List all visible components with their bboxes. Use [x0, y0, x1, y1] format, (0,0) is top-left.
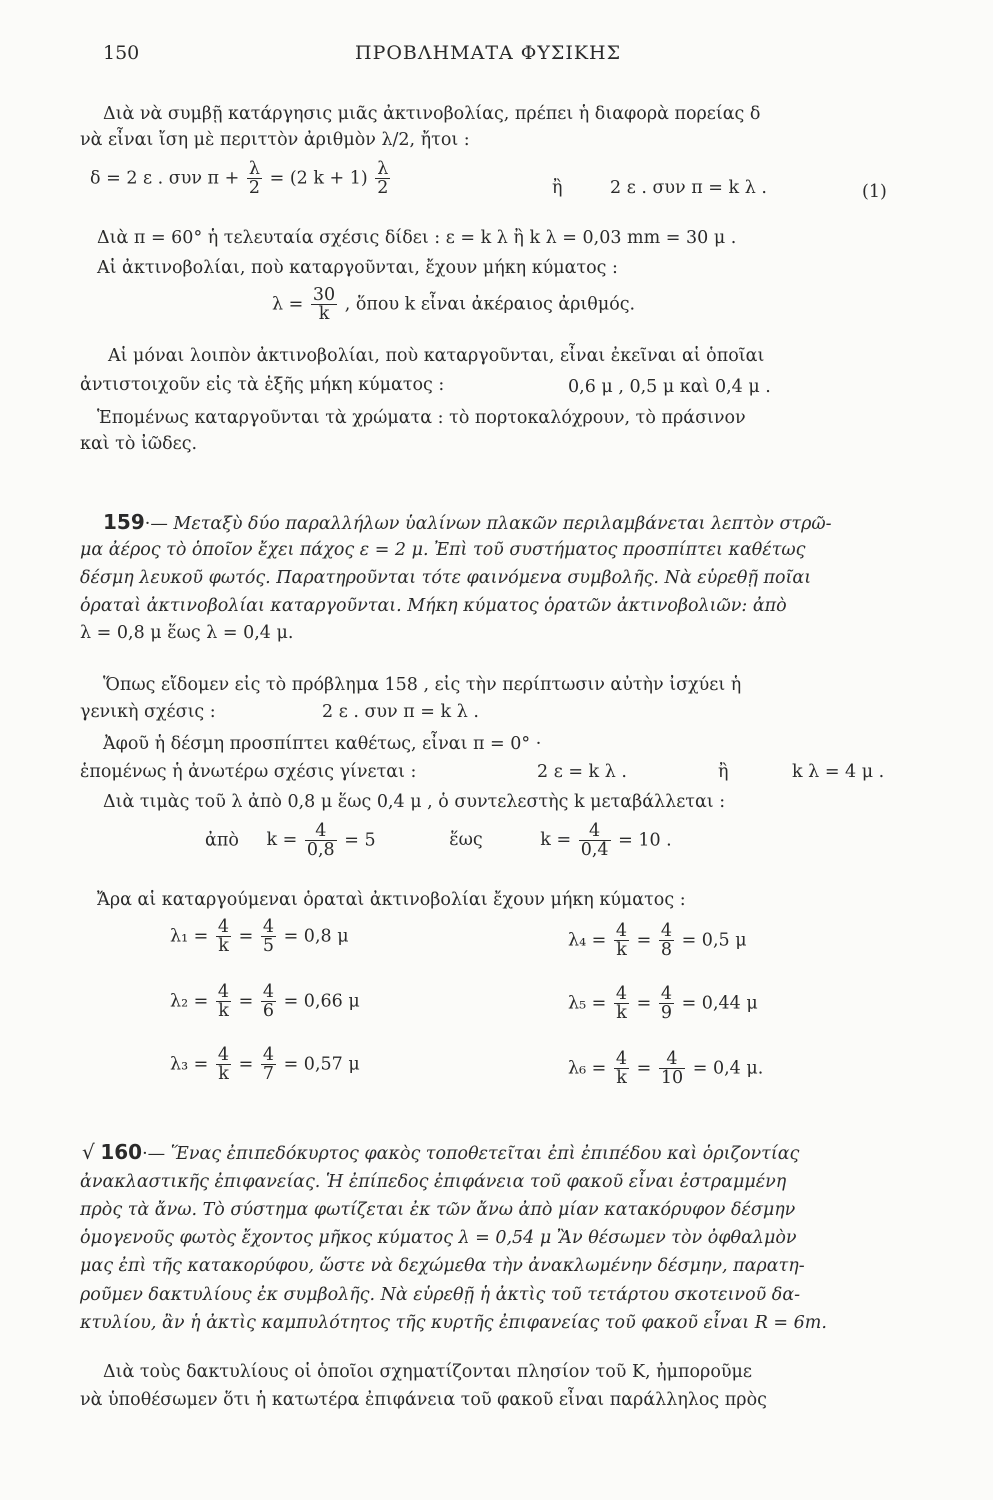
- result-fraction-2: [261, 1046, 276, 1084]
- result-3: λ₃ = $\frac{4}{k}$ = $\frac{4}{7}$ = 0,57 μ: [170, 1045, 360, 1085]
- problem-159-text-1: Μεταξὺ δύο παραλλήλων ὑαλίνων πλακῶν περιλαμβάνεται λεπτὸν στρῶ-: [173, 514, 832, 534]
- result-lhs: λ₆ =: [568, 1058, 607, 1079]
- result-den: k: [218, 1064, 229, 1085]
- page-title: ΠΡΟΒΛΗΜΑΤΑ ΦΥΣΙΚΗΣ: [355, 42, 622, 64]
- eq1-den: 2: [248, 178, 261, 199]
- range-fraction-1: [305, 822, 337, 860]
- range-den-2: 0,4: [580, 840, 609, 861]
- problem-160-line-5: μας ἐπὶ τῆς κατακορύφου, ὥστε νὰ δεχώμεθα τὴν ἀνακλωμένην δέσμην, παρατη-: [80, 1256, 805, 1276]
- result-num-2: 4: [660, 921, 672, 941]
- result-num-2: 4: [660, 984, 672, 1004]
- result-den-2: 8: [660, 940, 672, 961]
- problem-160-line-4: ὁμογενοῦς φωτὸς ἔχοντος μῆκος κύματος λ = 0,54 μ Ἂν θέσωμεν τὸν ὀφθαλμὸν: [80, 1228, 797, 1248]
- result-4: λ₄ = $\frac{4}{k}$ = $\frac{4}{8}$ = 0,5 μ: [568, 921, 747, 961]
- result-fraction: [614, 985, 629, 1023]
- eq2-rest: , ὅπου k εἶναι ἀκέραιος ἀριθμός.: [344, 294, 636, 315]
- intro-line-2: νὰ εἶναι ἴση μὲ περιττὸν ἀριθμὸν λ/2, ἤτοι :: [80, 130, 470, 150]
- result-value: = 0,44 μ: [681, 993, 758, 1014]
- eq1-num-2: λ: [375, 160, 390, 179]
- result-den: k: [218, 1001, 229, 1022]
- result-num-2: 4: [262, 982, 274, 1002]
- result-den-2: 6: [262, 1001, 274, 1022]
- eq2-lhs: λ =: [272, 294, 304, 315]
- solution-line-4a: ἑπομένως ἡ ἀνωτέρω σχέσις γίνεται :: [80, 762, 417, 782]
- result-den-2: 7: [262, 1064, 274, 1085]
- range-num-1: 4: [305, 822, 337, 841]
- eq1-fraction: [247, 160, 262, 198]
- result-value: = 0,8 μ: [283, 926, 349, 947]
- result-den-2: 5: [262, 936, 274, 957]
- problem-number: 159: [103, 510, 145, 534]
- result-fraction: [614, 922, 629, 960]
- problem-160-line-3: πρὸς τὰ ἄνω. Τὸ σύστημα φωτίζεται ἐκ τῶν ἄνω ἀπὸ μίαν κατακόρυφον δέσμην: [80, 1200, 796, 1220]
- closing-line-2: νὰ ὑποθέσωμεν ὅτι ἡ κατωτέρα ἐπιφάνεια τοῦ φακοῦ εἶναι παράλληλος πρὸς: [80, 1390, 767, 1410]
- range-from: ἀπὸ: [205, 830, 239, 851]
- problem-160-line-6: ροῦμεν δακτυλίους ἐκ συμβολῆς. Νὰ εὑρεθῇ ἡ ἀκτὶς τοῦ τετάρτου σκοτεινοῦ δα-: [80, 1285, 801, 1305]
- range-k1: k =: [266, 830, 298, 851]
- range-den-1: 0,8: [306, 840, 335, 861]
- result-num: 4: [615, 1049, 628, 1069]
- equation-1: [90, 160, 392, 198]
- result-num: 4: [615, 921, 628, 941]
- check-mark-icon: √: [82, 1140, 95, 1164]
- intro-line-6a: ἀντιστοιχοῦν εἰς τὰ ἑξῆς μήκη κύματος :: [80, 375, 445, 395]
- range-to: ἕως: [449, 830, 483, 851]
- eq2-den: k: [318, 304, 330, 325]
- result-den: k: [616, 940, 627, 961]
- result-fraction-2: [659, 1050, 685, 1088]
- intro-line-6b: 0,6 μ , 0,5 μ καὶ 0,4 μ .: [568, 377, 771, 397]
- result-den: k: [218, 936, 229, 957]
- problem-159-line-4: ὁραταὶ ἀκτινοβολίαι καταργοῦνται. Μήκη κύματος ὁρατῶν ἀκτινοβολιῶν: ἀπὸ: [80, 596, 787, 616]
- intro-line-8: καὶ τὸ ἰῶδες.: [80, 434, 198, 454]
- solution-line-6: Ἄρα αἱ καταργούμεναι ὁραταὶ ἀκτινοβολίαι ἔχουν μήκη κύματος :: [97, 890, 686, 910]
- intro-line-5: Αἱ μόναι λοιπὸν ἀκτινοβολίαι, ποὺ καταργοῦνται, εἶναι ἐκεῖναι αἱ ὁποῖαι: [108, 346, 765, 366]
- problem-159-line-5: λ = 0,8 μ ἕως λ = 0,4 μ.: [80, 623, 294, 643]
- result-num: 4: [217, 982, 230, 1002]
- result-lhs: λ₄ =: [568, 930, 607, 951]
- closing-line-1: Διὰ τοὺς δακτυλίους οἱ ὁποῖοι σχηματίζονται πλησίον τοῦ Κ, ἠμποροῦμε: [103, 1362, 752, 1382]
- solution-line-1: Ὅπως εἴδομεν εἰς τὸ πρόβλημα 158 , εἰς τὴν περίπτωσιν αὐτὴν ἰσχύει ἡ: [103, 675, 742, 695]
- solution-line-2a: γενικὴ σχέσις :: [80, 702, 216, 722]
- eq1-or: ἢ: [552, 178, 563, 198]
- result-num-2: 4: [659, 1050, 685, 1069]
- page-number: 150: [103, 42, 140, 64]
- result-value: = 0,5 μ: [681, 930, 747, 951]
- result-den-2: 9: [660, 1003, 672, 1024]
- intro-line-4: Αἱ ἀκτινοβολίαι, ποὺ καταργοῦνται, ἔχουν μήκη κύματος :: [97, 258, 618, 278]
- problem-dash: ·—: [144, 514, 168, 534]
- result-lhs: λ₁ =: [170, 926, 209, 947]
- result-fraction-2: [261, 983, 276, 1021]
- result-1: λ₁ = $\frac{4}{k}$ = $\frac{4}{5}$ = 0,8 μ: [170, 917, 349, 957]
- solution-line-4c: ἢ: [718, 762, 729, 782]
- solution-line-4b: 2 ε = k λ .: [537, 762, 627, 782]
- eq2-fraction: [311, 286, 337, 324]
- result-value: = 0,57 μ: [283, 1054, 360, 1075]
- result-lhs: λ₂ =: [170, 991, 209, 1012]
- result-num-2: 4: [262, 1045, 274, 1065]
- result-value: = 0,66 μ: [283, 991, 360, 1012]
- intro-line-7: Ἑπομένως καταργοῦνται τὰ χρώματα : τὸ πορτοκαλόχρουν, τὸ πράσινον: [97, 408, 746, 428]
- eq2-num: 30: [312, 285, 336, 305]
- result-fraction-2: [659, 922, 674, 960]
- result-fraction-2: [261, 918, 276, 956]
- range-num-2: 4: [579, 822, 611, 841]
- range-fraction-2: [579, 822, 611, 860]
- result-den: k: [616, 1068, 627, 1089]
- result-value: = 0,4 μ.: [692, 1058, 764, 1079]
- range-eq-2: = 10 .: [618, 830, 672, 851]
- result-den-2: 10: [660, 1068, 684, 1089]
- range-eq-1: = 5: [344, 830, 376, 851]
- problem-160-line-7: κτυλίου, ἂν ἡ ἀκτὶς καμπυλότητος τῆς κυρτῆς ἐπιφανείας τοῦ φακοῦ εἶναι R = 6m.: [80, 1313, 827, 1333]
- range-k2: k =: [540, 830, 572, 851]
- eq1-num: λ: [247, 160, 262, 179]
- problem-160-text-1: Ἕνας ἐπιπεδόκυρτος φακὸς τοποθετεῖται ἐπὶ ἐπιπέδου καὶ ὁριζοντίας: [170, 1144, 800, 1164]
- eq1-label: (1): [862, 182, 887, 202]
- k-range: [205, 822, 672, 860]
- result-num-2: 4: [262, 917, 274, 937]
- eq1-fraction-2: [375, 160, 390, 198]
- problem-number: 160: [100, 1140, 143, 1164]
- solution-line-4d: k λ = 4 μ .: [792, 762, 885, 782]
- result-5: λ₅ = $\frac{4}{k}$ = $\frac{4}{9}$ = 0,44 μ: [568, 984, 758, 1024]
- result-lhs: λ₃ =: [170, 1054, 209, 1075]
- eq1-lhs: δ = 2 ε . συν π +: [90, 168, 240, 189]
- problem-159-line-2: μα ἀέρος τὸ ὁποῖον ἔχει πάχος ε = 2 μ. Ἐπὶ τοῦ συστήματος προσπίπτει καθέτως: [80, 540, 806, 560]
- solution-line-3: Ἀφοῦ ἡ δέσμη προσπίπτει καθέτως, εἶναι π = 0° ·: [103, 734, 542, 754]
- result-fraction: [614, 1050, 629, 1088]
- result-num: 4: [217, 1045, 230, 1065]
- result-den: k: [616, 1003, 627, 1024]
- eq1-right: 2 ε . συν π = k λ .: [610, 178, 767, 198]
- problem-160-line-1: [82, 1140, 799, 1164]
- problem-dash: ·—: [142, 1144, 166, 1164]
- problem-160-line-2: ἀνακλαστικῆς ἐπιφανείας. Ἡ ἐπίπεδος ἐπιφάνεια τοῦ φακοῦ εἶναι ἐστραμμένη: [80, 1172, 787, 1192]
- problem-159-line-3: δέσμη λευκοῦ φωτός. Παρατηροῦνται τότε φαινόμενα συμβολῆς. Νὰ εὑρεθῇ ποῖαι: [80, 568, 812, 588]
- result-num: 4: [217, 917, 230, 937]
- result-2: λ₂ = $\frac{4}{k}$ = $\frac{4}{6}$ = 0,66 μ: [170, 982, 360, 1022]
- result-6: λ₆ = $\frac{4}{k}$ = $\frac{4}{10}$ = 0,4 μ.: [568, 1049, 764, 1089]
- result-fraction: [216, 983, 231, 1021]
- result-fraction: [216, 1046, 231, 1084]
- result-fraction-2: [659, 985, 674, 1023]
- eq1-den-2: 2: [377, 178, 389, 199]
- result-lhs: λ₅ =: [568, 993, 607, 1014]
- intro-line-1: Διὰ νὰ συμβῇ κατάργησις μιᾶς ἀκτινοβολίας, πρέπει ἡ διαφορὰ πορείας δ: [103, 104, 761, 124]
- intro-line-3: Διὰ π = 60° ἡ τελευταία σχέσις δίδει : ε = k λ ἢ k λ = 0,03 mm = 30 μ .: [97, 228, 737, 248]
- equation-2: [272, 286, 635, 324]
- solution-line-2b: 2 ε . συν π = k λ .: [322, 702, 479, 722]
- solution-line-5: Διὰ τιμὰς τοῦ λ ἀπὸ 0,8 μ ἕως 0,4 μ , ὁ συντελεστὴς k μεταβάλλεται :: [103, 792, 726, 812]
- problem-159-line-1: [103, 510, 832, 534]
- eq1-mid: = (2 k + 1): [269, 168, 368, 189]
- result-fraction: [216, 918, 231, 956]
- result-num: 4: [615, 984, 628, 1004]
